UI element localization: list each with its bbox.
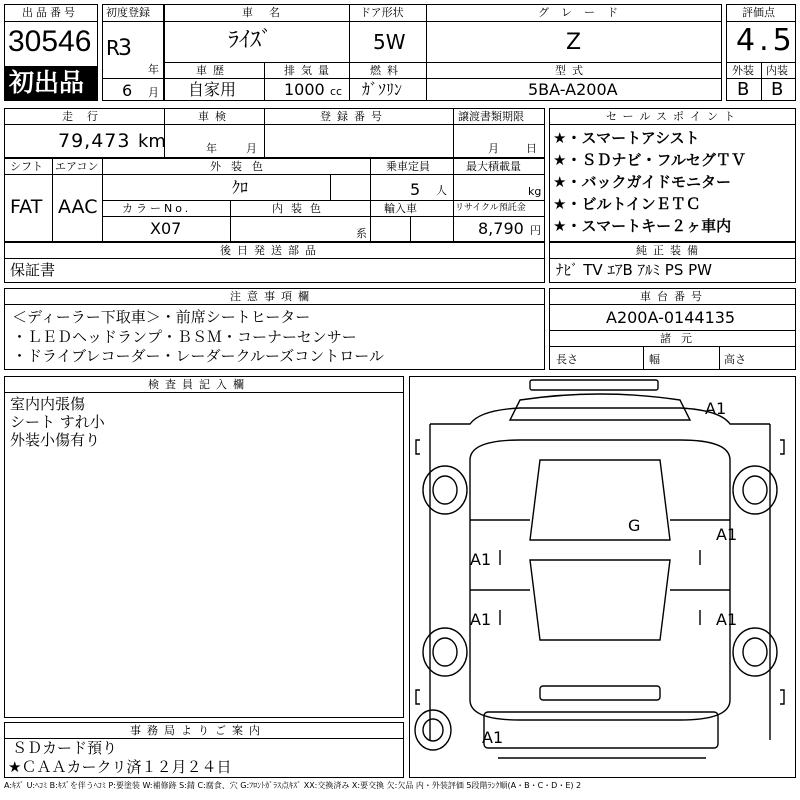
interior-grade-label: 内装: [766, 64, 788, 77]
mileage: 79,473: [58, 130, 131, 152]
sales-point-item: ★・バックガイドモニター: [553, 173, 731, 191]
equipment-label: 純正装備: [636, 244, 704, 257]
displacement-unit: cc: [330, 85, 343, 98]
model-code: 5BA-A200A: [528, 80, 618, 99]
grade-label: グレード: [538, 6, 630, 19]
legend-text: A:ｷｽﾞ U:ﾍｺﾐ B:ｷｽﾞを伴うﾍｺﾐ P:要塗装 W:補修跡 S:錆 C:腐食、穴 G:ﾌﾛﾝﾄｶﾞﾗｽ点ｷｽﾞ XX:交換済み X:要交換 欠:欠品 内・外装評価 5段階ﾗﾝｸ順(A・B・C・D・E) 2: [4, 781, 582, 790]
import-label: 輸入車: [384, 202, 417, 215]
interior-color-label: 内装色: [272, 202, 329, 215]
lot-number: 30546: [8, 25, 92, 58]
score: 4.5: [736, 23, 796, 58]
mileage-label: 走行: [62, 110, 112, 123]
interior-color-unit: 系: [356, 227, 367, 240]
inspection-month-unit: 月: [246, 142, 257, 155]
damage-mark: A1: [716, 525, 738, 544]
transfer-day-unit: 日: [526, 142, 537, 155]
sales-point-item: ★・ビルトインＥＴＣ: [553, 195, 701, 213]
reg-number-label: 登録番号: [320, 110, 388, 123]
model-label: 型式: [555, 64, 589, 77]
deferred-parts-label: 後日発送部品: [220, 244, 322, 257]
dimensions-label: 諸元: [660, 332, 702, 345]
damage-mark: A1: [470, 550, 492, 569]
recycle-unit: 円: [530, 224, 541, 237]
color-no-label: カラーNo.: [122, 202, 192, 215]
fuel-label: 燃料: [370, 64, 404, 77]
air-conditioner: AAC: [58, 196, 98, 218]
notes-line: ＜ディーラー下取車＞・前席シートヒーター: [12, 308, 311, 326]
exterior-color-label: 外装色: [210, 160, 273, 173]
month-unit: 月: [148, 86, 159, 99]
inspection-label: 車検: [198, 110, 232, 123]
fuel: ｶﾞｿﾘﾝ: [362, 80, 403, 99]
era: R: [106, 36, 120, 60]
displacement: 1000: [284, 80, 325, 99]
history-label: 車歴: [196, 64, 230, 77]
damage-mark: A1: [482, 728, 504, 747]
inspection-year-unit: 年: [206, 142, 217, 155]
sales-point-item: ★・スマートキー２ヶ車内: [553, 217, 732, 235]
damage-mark: A1: [470, 610, 492, 629]
notes-label: 注意事項欄: [230, 290, 315, 303]
capacity-unit: 人: [436, 184, 447, 197]
year-unit: 年: [148, 63, 159, 76]
chassis-label: 車台番号: [640, 290, 708, 303]
recycle-fee: 8,790: [478, 219, 524, 238]
office-line: ★ＣＡＡカークリ済１２月２４日: [8, 758, 232, 776]
equipment-value: ﾅﾋﾞ TV ｴｱB ｱﾙﾐ PS PW: [556, 261, 712, 279]
notes-line: ・ドライブレコーダー・レーダークルーズコントロール: [12, 347, 385, 365]
car-history: 自家用: [188, 80, 237, 99]
month: 6: [122, 81, 133, 100]
exterior-color: ｸﾛ: [232, 178, 249, 197]
car-diagram-box: [409, 376, 796, 778]
sales-points-label: セールスポイント: [606, 110, 742, 123]
damage-mark: G: [628, 516, 641, 535]
width-label: 幅: [649, 353, 660, 366]
sales-point-item: ★・スマートアシスト: [553, 129, 700, 147]
sales-point-item: ★・ＳＤナビ・フルセグＴＶ: [553, 151, 746, 169]
inspector-line: 室内内張傷: [10, 395, 86, 413]
displacement-label: 排気量: [284, 64, 335, 77]
length-label: 長さ: [556, 353, 578, 366]
ac-label: エアコン: [55, 160, 99, 173]
score-label: 評価点: [742, 6, 775, 19]
exterior-grade: B: [737, 79, 750, 100]
car-name-label: 車名: [242, 6, 296, 19]
grade: Z: [566, 30, 582, 55]
exterior-grade-label: 外装: [732, 64, 754, 77]
inspector-line: 外装小傷有り: [10, 431, 101, 449]
transfer-month-unit: 月: [488, 142, 499, 155]
interior-grade: B: [771, 79, 784, 100]
mileage-unit: km: [138, 131, 166, 152]
deferred-parts-value: 保証書: [10, 261, 56, 279]
car-name: ﾗｲｽﾞ: [228, 28, 273, 53]
capacity-label: 乗車定員: [386, 160, 430, 173]
office-line: ＳＤカード預り: [12, 739, 118, 757]
inspector-label: 検査員記入欄: [148, 378, 250, 391]
first-reg-label: 初度登録: [106, 6, 150, 19]
max-load-label: 最大積載量: [466, 160, 521, 173]
year: 3: [118, 36, 132, 61]
office-label: 事務局よりご案内: [130, 724, 266, 737]
transfer-deadline-label: 譲渡書類期限: [458, 110, 524, 123]
recycle-label: リサイクル預託金: [455, 203, 526, 213]
door-type: 5W: [373, 30, 406, 54]
first-listing-label: 初出品: [9, 68, 85, 97]
color-no: X07: [150, 219, 182, 238]
max-load-unit: kg: [528, 185, 542, 198]
inspector-line: シート すれ小: [10, 413, 105, 431]
chassis-number: A200A-0144135: [606, 308, 736, 327]
damage-mark: A1: [716, 610, 738, 629]
door-label: ドア形状: [360, 6, 404, 19]
damage-mark: A1: [705, 399, 727, 418]
notes-line: ・ＬＥＤヘッドランプ・ＢＳＭ・コーナーセンサー: [12, 328, 357, 346]
lot-number-label: 出品番号: [22, 6, 78, 19]
shift-label: シフト: [10, 160, 43, 173]
capacity: 5: [410, 180, 421, 199]
shift: FAT: [10, 196, 43, 218]
height-label: 高さ: [724, 353, 746, 366]
